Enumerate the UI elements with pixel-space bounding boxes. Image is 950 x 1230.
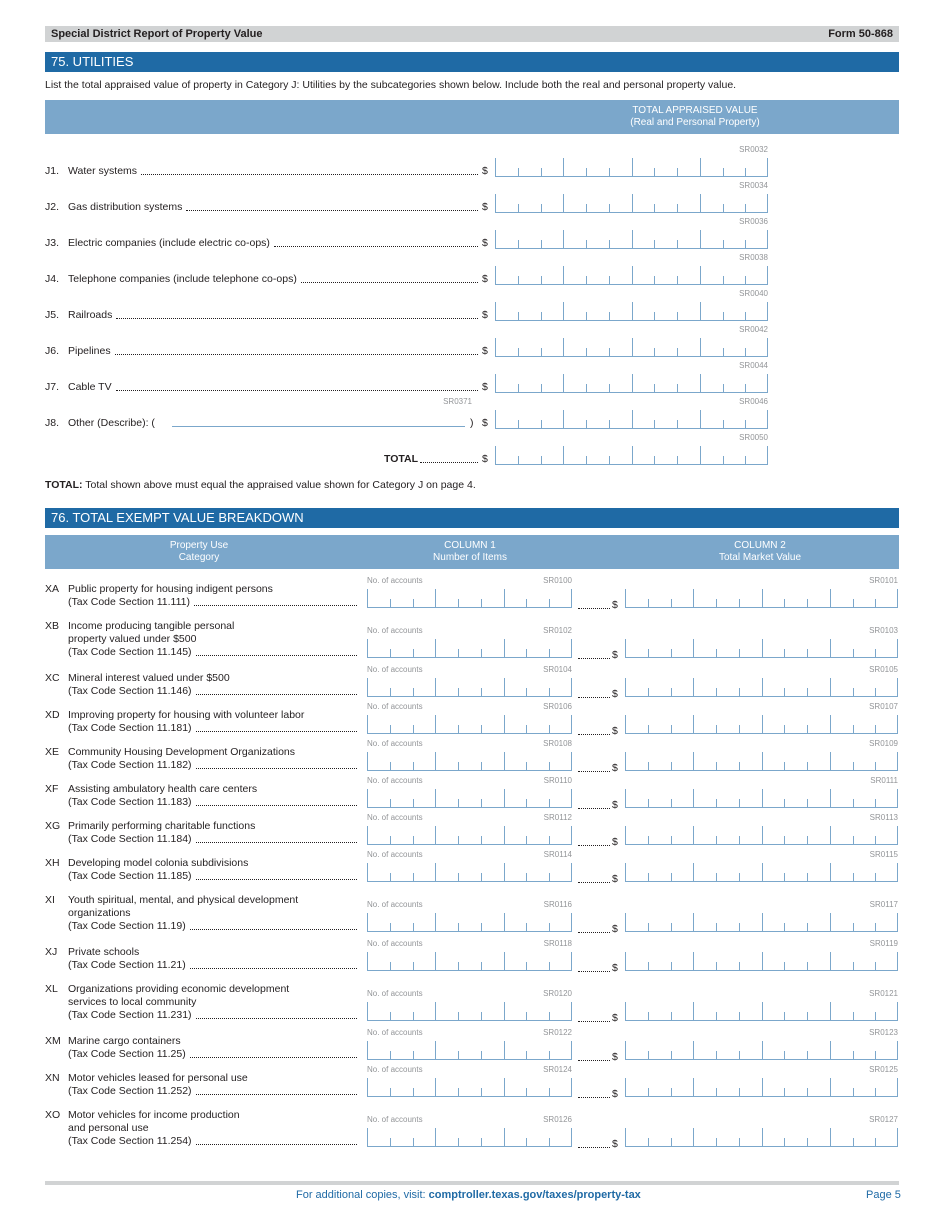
col1-dot-leader <box>578 808 610 809</box>
field-code-col1: SR0122 <box>543 1028 572 1037</box>
market-value-input[interactable] <box>625 678 898 697</box>
exempt-description: Motor vehicles leased for personal use <box>68 1072 248 1084</box>
utility-dot-leader <box>141 174 478 175</box>
field-code-col2: SR0103 <box>869 626 898 635</box>
market-value-input[interactable] <box>625 589 898 608</box>
col1-dot-leader <box>578 608 610 609</box>
exempt-description: Community Housing Development Organizations <box>68 746 296 758</box>
accounts-count-input[interactable] <box>367 1128 572 1147</box>
col1-dot-leader <box>578 1147 610 1148</box>
utility-dot-leader <box>116 318 478 319</box>
dollar-sign: $ <box>482 381 488 393</box>
field-code-col2: SR0121 <box>869 989 898 998</box>
exempt-description: Organizations providing economic development <box>68 983 290 995</box>
exempt-title-text: 76. TOTAL EXEMPT VALUE BREAKDOWN <box>51 510 304 525</box>
field-code-col2: SR0125 <box>869 1065 898 1074</box>
utilities-title-text: 75. UTILITIES <box>51 54 134 69</box>
field-code: SR0050 <box>739 433 768 442</box>
accounts-count-input[interactable] <box>367 639 572 658</box>
dollar-sign: $ <box>612 923 618 935</box>
accounts-label: No. of accounts <box>367 1028 423 1037</box>
utility-code: J5. <box>45 309 60 321</box>
accounts-count-input[interactable] <box>367 1002 572 1021</box>
tax-code-dot-leader <box>196 879 357 880</box>
field-code: SR0032 <box>739 145 768 154</box>
exempt-code: XM <box>45 1035 61 1047</box>
field-code-col2: SR0107 <box>869 702 898 711</box>
field-code-col1: SR0100 <box>543 576 572 585</box>
col1-dot-leader <box>578 734 610 735</box>
utility-total-input[interactable] <box>495 446 768 465</box>
utility-code: J8. <box>45 417 60 429</box>
exempt-description: Motor vehicles for income production <box>68 1109 240 1121</box>
exempt-description: Private schools <box>68 946 140 958</box>
exempt-code: XH <box>45 857 60 869</box>
field-code-col1: SR0108 <box>543 739 572 748</box>
utility-dot-leader <box>301 282 478 283</box>
total-note-bold: TOTAL: <box>45 479 83 491</box>
dollar-sign: $ <box>612 599 618 611</box>
tax-code-dot-leader <box>190 968 357 969</box>
tax-code-section: (Tax Code Section 11.185) <box>68 870 192 882</box>
col1-dot-leader <box>578 1021 610 1022</box>
tax-code-section: (Tax Code Section 11.21) <box>68 959 186 971</box>
utility-value-input[interactable] <box>495 158 768 177</box>
col2-header-line2: Total Market Value <box>718 552 802 563</box>
utility-label: Other (Describe): ( <box>68 417 155 429</box>
market-value-input[interactable] <box>625 826 898 845</box>
exempt-description: and personal use <box>68 1122 149 1134</box>
footer-copies <box>296 1189 641 1201</box>
field-code-col2: SR0111 <box>870 776 898 785</box>
col1-dot-leader <box>578 1097 610 1098</box>
field-code-col1: SR0112 <box>543 813 572 822</box>
field-code-col2: SR0115 <box>869 850 898 859</box>
tax-code-section: (Tax Code Section 11.181) <box>68 722 192 734</box>
dollar-sign: $ <box>482 273 488 285</box>
col2-header-line1: COLUMN 2 <box>734 540 786 551</box>
col2-header <box>695 540 825 564</box>
accounts-label: No. of accounts <box>367 850 423 859</box>
tax-code-section: (Tax Code Section 11.183) <box>68 796 192 808</box>
col1-dot-leader <box>578 658 610 659</box>
footer-rule <box>45 1181 899 1185</box>
exempt-description: property valued under $500 <box>68 633 197 645</box>
tax-code-section: (Tax Code Section 11.254) <box>68 1135 192 1147</box>
market-value-input[interactable] <box>625 863 898 882</box>
col1-header <box>410 540 530 564</box>
exempt-description: Public property for housing indigent persons <box>68 583 273 595</box>
dollar-sign: $ <box>482 417 488 429</box>
tax-code-section: (Tax Code Section 11.146) <box>68 685 192 697</box>
exempt-description: Marine cargo containers <box>68 1035 181 1047</box>
field-code-col1: SR0104 <box>543 665 572 674</box>
accounts-label: No. of accounts <box>367 702 423 711</box>
exempt-description: Mineral interest valued under $500 <box>68 672 230 684</box>
market-value-input[interactable] <box>625 715 898 734</box>
exempt-code: XI <box>45 894 55 906</box>
utilities-column-header <box>45 100 899 134</box>
field-code-col2: SR0105 <box>869 665 898 674</box>
utilities-intro: List the total appraised value of property in Category J: Utilities by the subcategories shown below. Include both the real and personal property value. <box>45 79 737 91</box>
market-value-input[interactable] <box>625 1078 898 1097</box>
market-value-input[interactable] <box>625 1128 898 1147</box>
accounts-count-input[interactable] <box>367 913 572 932</box>
accounts-count-input[interactable] <box>367 789 572 808</box>
tax-code-dot-leader <box>196 655 357 656</box>
field-code-col1: SR0114 <box>543 850 572 859</box>
tax-code-dot-leader <box>196 731 357 732</box>
col1-dot-leader <box>578 882 610 883</box>
utilities-section-title <box>45 52 899 72</box>
exempt-section-title <box>45 508 899 528</box>
utility-code: J4. <box>45 273 60 285</box>
exempt-code: XN <box>45 1072 60 1084</box>
appraised-value-header-line1: TOTAL APPRAISED VALUE <box>632 105 758 116</box>
accounts-count-input[interactable] <box>367 1041 572 1060</box>
footer-link[interactable]: comptroller.texas.gov/taxes/property-tax <box>428 1189 641 1201</box>
tax-code-section: (Tax Code Section 11.145) <box>68 646 192 658</box>
field-code: SR0044 <box>739 361 768 370</box>
field-code: SR0034 <box>739 181 768 190</box>
exempt-code: XJ <box>45 946 58 958</box>
dollar-sign: $ <box>612 962 618 974</box>
accounts-label: No. of accounts <box>367 665 423 674</box>
tax-code-section: (Tax Code Section 11.111) <box>68 596 190 608</box>
utility-label: Railroads <box>68 309 113 321</box>
dollar-sign: $ <box>482 345 488 357</box>
total-label: TOTAL <box>384 453 419 465</box>
dollar-sign: $ <box>612 1088 618 1100</box>
page-number: Page 5 <box>866 1189 901 1201</box>
utility-label: Telephone companies (include telephone co-ops) <box>68 273 297 285</box>
appraised-value-header-line2: (Real and Personal Property) <box>630 117 760 128</box>
accounts-label: No. of accounts <box>367 900 423 909</box>
utility-label: Gas distribution systems <box>68 201 183 213</box>
total-note <box>45 479 476 491</box>
tax-code-dot-leader <box>196 1094 357 1095</box>
exempt-description: Primarily performing charitable functions <box>68 820 256 832</box>
dollar-sign: $ <box>482 201 488 213</box>
exempt-description: Income producing tangible personal <box>68 620 235 632</box>
dollar-sign: $ <box>482 309 488 321</box>
utility-code: J1. <box>45 165 60 177</box>
utility-dot-leader <box>274 246 478 247</box>
dollar-sign: $ <box>612 836 618 848</box>
col0-header-line2: Category <box>178 552 220 563</box>
col1-header-line1: COLUMN 1 <box>444 540 496 551</box>
dollar-sign: $ <box>612 725 618 737</box>
exempt-column-header <box>45 535 899 569</box>
col0-header-line1: Property Use <box>169 540 229 551</box>
appraised-value-header <box>525 105 865 129</box>
accounts-label: No. of accounts <box>367 739 423 748</box>
exempt-code: XO <box>45 1109 61 1121</box>
field-code-col2: SR0101 <box>869 576 898 585</box>
tax-code-dot-leader <box>190 1057 357 1058</box>
field-code-col2: SR0117 <box>869 900 898 909</box>
field-code-col1: SR0118 <box>543 939 572 948</box>
dollar-sign: $ <box>612 649 618 661</box>
utility-label: Water systems <box>68 165 138 177</box>
dollar-sign: $ <box>612 799 618 811</box>
tax-code-section: (Tax Code Section 11.252) <box>68 1085 192 1097</box>
footer-prefix: For additional copies, visit: <box>296 1189 429 1201</box>
utility-value-input[interactable] <box>495 374 768 393</box>
field-code: SR0036 <box>739 217 768 226</box>
utility-value-input[interactable] <box>495 266 768 285</box>
tax-code-section: (Tax Code Section 11.19) <box>68 920 186 932</box>
col0-header <box>139 540 259 564</box>
market-value-input[interactable] <box>625 1041 898 1060</box>
tax-code-section: (Tax Code Section 11.182) <box>68 759 192 771</box>
field-code-col2: SR0127 <box>869 1115 898 1124</box>
field-code-col2: SR0123 <box>869 1028 898 1037</box>
dollar-sign: $ <box>612 1051 618 1063</box>
describe-input-line[interactable] <box>172 426 465 427</box>
accounts-count-input[interactable] <box>367 1078 572 1097</box>
tax-code-dot-leader <box>196 1018 357 1019</box>
col1-dot-leader <box>578 971 610 972</box>
exempt-code: XL <box>45 983 58 995</box>
field-code-col1: SR0126 <box>543 1115 572 1124</box>
accounts-label: No. of accounts <box>367 626 423 635</box>
exempt-code: XG <box>45 820 61 832</box>
exempt-description: Developing model colonia subdivisions <box>68 857 249 869</box>
dollar-sign: $ <box>482 237 488 249</box>
utility-value-input[interactable] <box>495 302 768 321</box>
accounts-count-input[interactable] <box>367 678 572 697</box>
dollar-sign: $ <box>612 1012 618 1024</box>
utility-value-input[interactable] <box>495 338 768 357</box>
dollar-sign: $ <box>482 453 488 465</box>
tax-code-section: (Tax Code Section 11.25) <box>68 1048 186 1060</box>
accounts-count-input[interactable] <box>367 715 572 734</box>
exempt-description: Youth spiritual, mental, and physical development <box>68 894 299 906</box>
total-dot-leader <box>420 462 478 463</box>
exempt-description: organizations <box>68 907 131 919</box>
field-code: SR0038 <box>739 253 768 262</box>
field-code-col2: SR0119 <box>869 939 898 948</box>
field-code-col1: SR0110 <box>543 776 572 785</box>
utility-label: Electric companies (include electric co-ops) <box>68 237 270 249</box>
market-value-input[interactable] <box>625 752 898 771</box>
tax-code-dot-leader <box>190 929 357 930</box>
accounts-label: No. of accounts <box>367 1065 423 1074</box>
utility-code: J3. <box>45 237 60 249</box>
accounts-label: No. of accounts <box>367 989 423 998</box>
utility-dot-leader <box>186 210 478 211</box>
form-header-bar <box>45 26 899 42</box>
accounts-label: No. of accounts <box>367 776 423 785</box>
tax-code-dot-leader <box>196 768 357 769</box>
field-code-col1: SR0120 <box>543 989 572 998</box>
utility-dot-leader <box>115 354 478 355</box>
utility-code: J2. <box>45 201 60 213</box>
field-code-col1: SR0106 <box>543 702 572 711</box>
accounts-count-input[interactable] <box>367 589 572 608</box>
utility-label: Pipelines <box>68 345 111 357</box>
col1-dot-leader <box>578 845 610 846</box>
accounts-label: No. of accounts <box>367 813 423 822</box>
field-code: SR0040 <box>739 289 768 298</box>
tax-code-section: (Tax Code Section 11.231) <box>68 1009 192 1021</box>
utility-label: Cable TV <box>68 381 112 393</box>
exempt-code: XE <box>45 746 60 758</box>
col1-dot-leader <box>578 771 610 772</box>
field-code-col2: SR0113 <box>869 813 898 822</box>
field-code-col1: SR0124 <box>543 1065 572 1074</box>
utility-value-input[interactable] <box>495 194 768 213</box>
accounts-count-input[interactable] <box>367 952 572 971</box>
accounts-count-input[interactable] <box>367 863 572 882</box>
market-value-input[interactable] <box>625 789 898 808</box>
exempt-description: Assisting ambulatory health care centers <box>68 783 258 795</box>
exempt-code: XB <box>45 620 60 632</box>
market-value-input[interactable] <box>625 1002 898 1021</box>
exempt-code: XA <box>45 583 60 595</box>
tax-code-dot-leader <box>196 694 357 695</box>
total-note-text: Total shown above must equal the appraised value shown for Category J on page 4. <box>82 479 476 491</box>
col1-header-line2: Number of Items <box>433 552 507 563</box>
market-value-input[interactable] <box>625 639 898 658</box>
market-value-input[interactable] <box>625 952 898 971</box>
dollar-sign: $ <box>612 873 618 885</box>
col1-dot-leader <box>578 697 610 698</box>
utility-value-input[interactable] <box>495 410 768 429</box>
dollar-sign: $ <box>612 688 618 700</box>
tax-code-dot-leader <box>196 842 357 843</box>
utility-code: J6. <box>45 345 60 357</box>
field-code-col1: SR0116 <box>543 900 572 909</box>
tax-code-dot-leader <box>196 805 357 806</box>
col1-dot-leader <box>578 932 610 933</box>
accounts-count-input[interactable] <box>367 826 572 845</box>
exempt-code: XD <box>45 709 60 721</box>
accounts-label: No. of accounts <box>367 576 423 585</box>
tax-code-dot-leader <box>196 1144 357 1145</box>
tax-code-section: (Tax Code Section 11.184) <box>68 833 192 845</box>
exempt-description: Improving property for housing with volunteer labor <box>68 709 305 721</box>
form-header-title: Special District Report of Property Value <box>51 28 263 40</box>
field-code-col2: SR0109 <box>869 739 898 748</box>
exempt-description: services to local community <box>68 996 197 1008</box>
describe-field-code: SR0371 <box>443 397 472 406</box>
field-code: SR0046 <box>739 397 768 406</box>
dollar-sign: $ <box>482 165 488 177</box>
utility-dot-leader <box>116 390 478 391</box>
dollar-sign: $ <box>612 762 618 774</box>
accounts-count-input[interactable] <box>367 752 572 771</box>
accounts-label: No. of accounts <box>367 1115 423 1124</box>
utility-value-input[interactable] <box>495 230 768 249</box>
dollar-sign: $ <box>612 1138 618 1150</box>
market-value-input[interactable] <box>625 913 898 932</box>
col1-dot-leader <box>578 1060 610 1061</box>
describe-close-paren: ) <box>470 417 474 429</box>
exempt-code: XC <box>45 672 60 684</box>
field-code: SR0042 <box>739 325 768 334</box>
accounts-label: No. of accounts <box>367 939 423 948</box>
utility-code: J7. <box>45 381 60 393</box>
tax-code-dot-leader <box>194 605 357 606</box>
exempt-code: XF <box>45 783 59 795</box>
form-number: Form 50-868 <box>828 28 893 40</box>
field-code-col1: SR0102 <box>543 626 572 635</box>
